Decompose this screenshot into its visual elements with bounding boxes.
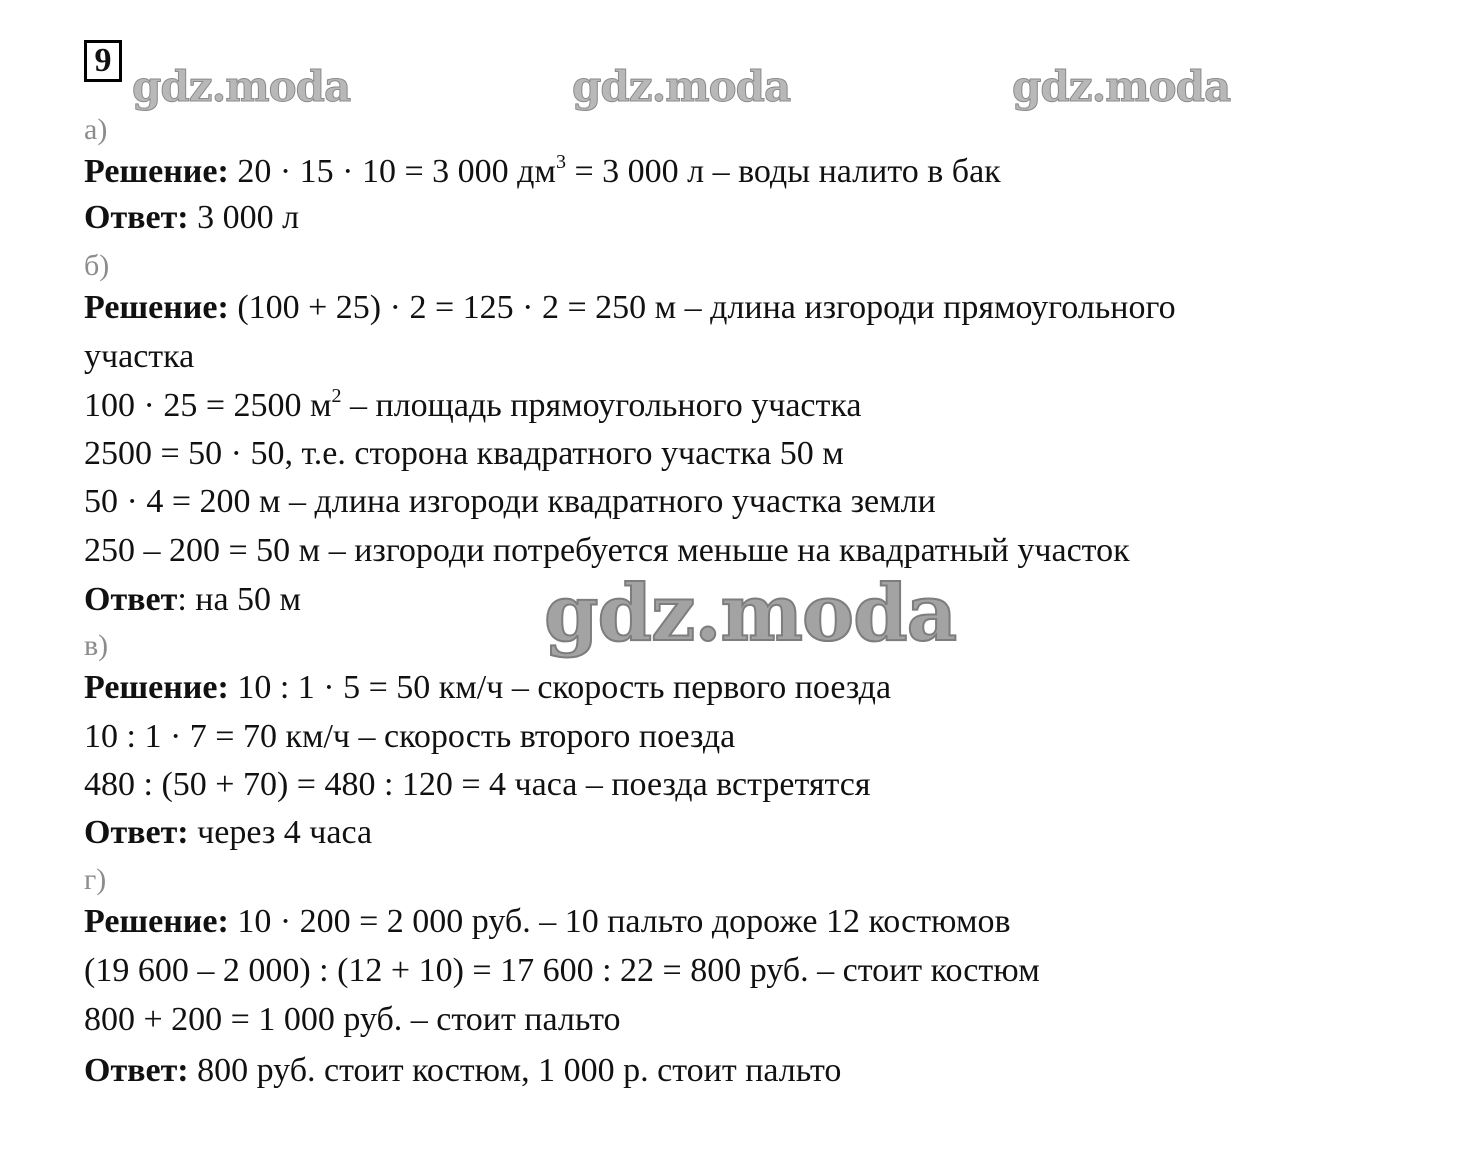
part-g-solution-text: 10 · 200 = 2 000 руб. – 10 пальто дороже 12 костюмов [228,903,1011,940]
part-b-label: б) [84,249,110,282]
watermark-logo-large: gdz.moda [544,568,957,659]
part-a-solution [84,152,1001,192]
superscript-3: 3 [555,151,566,173]
superscript-2: 2 [331,385,342,407]
part-v-solution-line1 [84,668,891,708]
part-g-answer-text: 800 руб. стоит костюм, 1 000 р. стоит пальто [188,1052,842,1089]
part-b-line6: 250 – 200 = 50 м – изгороди потребуется меньше на квадратный участок [84,532,1130,569]
solution-label: Решение: [84,903,229,940]
part-g-label: г) [84,863,107,896]
part-g-answer [84,1051,841,1091]
part-v-line3: 480 : (50 + 70) = 480 : 120 = 4 часа – поезда встретятся [84,766,871,803]
part-b-answer-text: : на 50 м [177,581,302,618]
part-b-line5: 50 · 4 = 200 м – длина изгороди квадратного участка земли [84,483,936,520]
solution-label: Решение: [84,289,229,326]
part-a-solution-text: 20 · 15 · 10 = 3 000 дм [228,153,556,190]
part-v-line2: 10 : 1 · 7 = 70 км/ч – скорость второго поезда [84,718,736,755]
part-g-line3: 800 + 200 = 1 000 руб. – стоит пальто [84,1001,621,1038]
part-g-line2: (19 600 – 2 000) : (12 + 10) = 17 600 : 22 = 800 руб. – стоит костюм [84,952,1040,989]
answer-label: Ответ: [84,814,189,851]
watermark-logo-3: gdz.moda [1012,62,1231,111]
solution-label: Решение: [84,153,229,190]
part-v-answer [84,813,372,853]
part-b-line3 [84,386,861,426]
answer-label: Ответ [84,581,178,618]
watermark-logo-2: gdz.moda [572,62,791,111]
watermark-logo-1: gdz.moda [132,62,351,111]
part-b-line3-text: 100 · 25 = 2500 м [84,387,332,424]
part-b-line4: 2500 = 50 · 50, т.е. сторона квадратного участка 50 м [84,435,844,472]
solution-label: Решение: [84,669,229,706]
part-b-solution-line2: участка [84,338,195,375]
part-b-solution-line1 [84,288,1176,328]
task-number-box: 9 [84,40,122,82]
answer-label: Ответ: [84,199,189,236]
part-b-solution-text: (100 + 25) · 2 = 125 · 2 = 250 м – длина изгороди прямоугольного [228,289,1176,326]
part-v-answer-text: через 4 часа [188,814,373,851]
part-g-solution-line1 [84,902,1011,942]
part-b-line3-tail: – площадь прямоугольного участка [341,387,862,424]
part-a-label: а) [84,113,108,146]
answer-label: Ответ: [84,1052,189,1089]
part-a-answer [84,198,299,238]
part-v-label: в) [84,629,109,662]
part-b-answer [84,580,301,620]
part-a-answer-text: 3 000 л [188,199,300,236]
part-a-solution-tail: = 3 000 л – воды налито в бак [565,153,1001,190]
part-v-solution-text: 10 : 1 · 5 = 50 км/ч – скорость первого поезда [228,669,892,706]
